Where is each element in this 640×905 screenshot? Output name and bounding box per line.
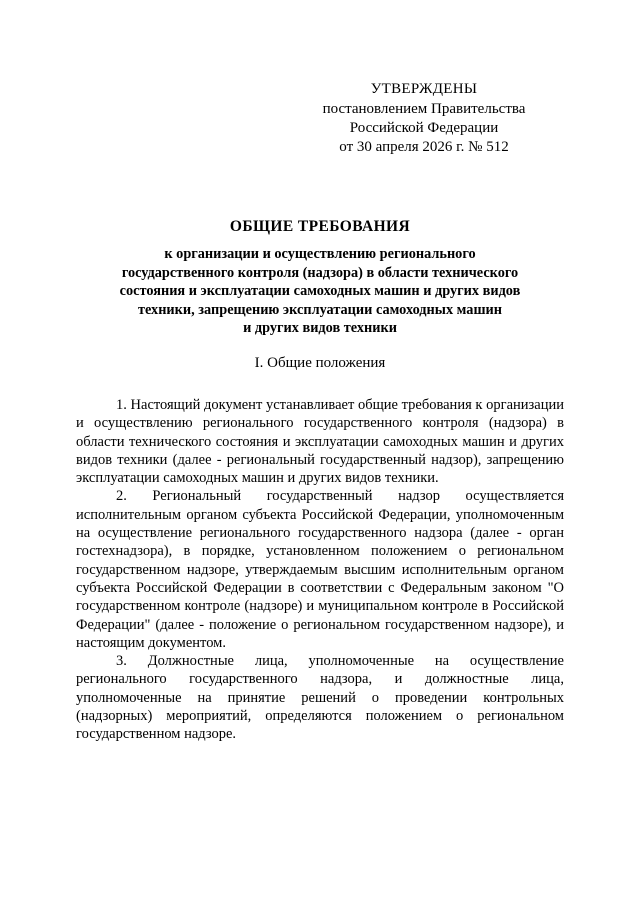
approval-line-2: Российской Федерации xyxy=(349,120,499,136)
approval-block xyxy=(318,80,530,157)
section-heading: I. Общие положения xyxy=(254,355,386,371)
body-text xyxy=(76,396,564,744)
approval-line-1: постановлением Правительства xyxy=(322,101,526,117)
approval-line-3: от 30 апреля 2026 г. № 512 xyxy=(339,139,509,155)
paragraph-1: 1. Настоящий документ устанавливает общие требования к организации и осуществлению регионального государственного контроля (надзора) в области технического состояния и эксплуатации самоходных машин и других видов техники (далее - региональный государственный надзор), запрещению эксплуатации самоходных машин и других видов техники. xyxy=(76,397,564,487)
document-title: ОБЩИЕ ТРЕБОВАНИЯ xyxy=(229,218,411,235)
paragraph-2: 2. Региональный государственный надзор осуществляется исполнительным органом субъекта Российской Федерации, уполномоченным на осуществление регионального государственного надзора (далее - орган гостехнадзора), в порядке, установленном положением о региональном государственном надзоре, утверждаемым высшим исполнительным органом субъекта Российской Федерации в соответствии с Федеральным законом "О государственном контроле (надзоре) и муниципальном контроле в Российской Федерации" (далее - положение о региональном государственном надзоре), и настоящим документом. xyxy=(76,488,564,651)
approval-title: УТВЕРЖДЕНЫ xyxy=(370,81,478,97)
subtitle-line: к организации и осуществлению регионального xyxy=(164,246,476,262)
subtitle-line: государственного контроля (надзора) в области технического xyxy=(121,264,519,281)
subtitle-line: и других видов техники xyxy=(243,320,397,336)
subtitle-line: состояния и эксплуатации самоходных машин и других видов xyxy=(119,283,521,299)
paragraph-3: 3. Должностные лица, уполномоченные на осуществление регионального государственного надзора, и должностные лица, уполномоченные на принятие решений о проведении контрольных (надзорных) мероприятий, определяются положением о региональном государственном надзоре. xyxy=(76,653,564,743)
document-subtitle xyxy=(90,245,550,338)
subtitle-line: техники, запрещению эксплуатации самоходных машин xyxy=(137,301,503,318)
